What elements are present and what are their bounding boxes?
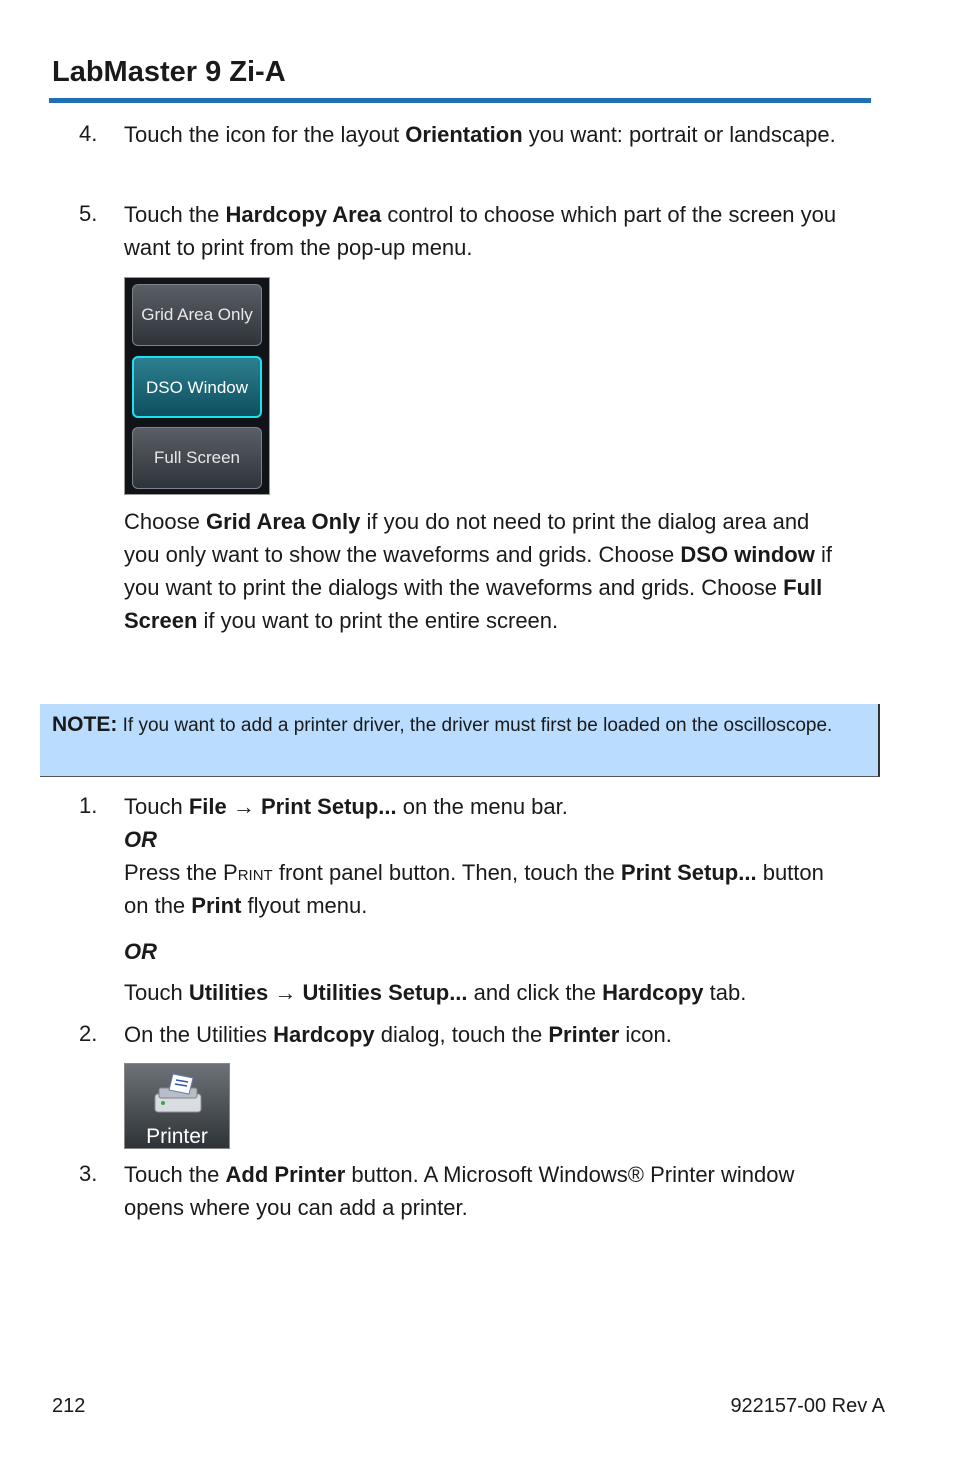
step-number: 3. — [79, 1161, 98, 1186]
step-text: icon. — [619, 1022, 672, 1047]
step-number: 1. — [79, 793, 98, 818]
printer-button[interactable] — [124, 1063, 230, 1149]
full-screen-button[interactable]: Full Screen — [132, 427, 262, 489]
step-text: Touch the — [124, 202, 226, 227]
para-text: button on the — [124, 860, 824, 918]
or-label — [124, 823, 884, 856]
step-1-text — [124, 790, 884, 823]
step-bold: Orientation — [405, 122, 523, 147]
note-label: NOTE: — [52, 713, 118, 736]
para-text: front panel button. Then, touch the — [272, 860, 621, 885]
para-text: and click the — [467, 980, 603, 1005]
step-text: you want: portrait or landscape. — [522, 122, 836, 147]
para-bold: Hardcopy — [602, 980, 704, 1005]
or-label — [124, 935, 884, 968]
step-text: On the Utilities — [124, 1022, 274, 1047]
step-bold: Printer — [548, 1022, 620, 1047]
step-2-text — [124, 1018, 884, 1051]
para-text: Press the — [124, 860, 224, 885]
step-text: control to choose which part of the screen you want to print from the pop-up menu. — [124, 202, 837, 260]
press-paragraph — [124, 856, 844, 922]
print-button-name: Print — [223, 860, 273, 885]
step-bold: Add Printer — [225, 1162, 346, 1187]
printer-icon-label: Printer — [146, 1125, 208, 1148]
step-4-text — [124, 118, 884, 151]
para-text: if you want to print the dialogs with the waveforms and grids. Choose — [124, 542, 832, 600]
para-text: if you do not need to print the dialog area and you only want to show the waveforms and grids. Choose — [124, 509, 810, 567]
or-text: OR — [124, 939, 157, 964]
note-box — [40, 704, 880, 777]
step-5-text — [124, 198, 884, 264]
utilities-paragraph — [124, 976, 884, 1009]
header-rule — [49, 98, 871, 103]
step-number: 2. — [79, 1021, 98, 1046]
para-bold: Utilities → Utilities Setup... — [188, 980, 468, 1005]
para-bold: Print Setup... — [620, 860, 757, 885]
para-bold: Print — [191, 893, 242, 918]
para-text: tab. — [703, 980, 747, 1005]
choose-paragraph — [124, 505, 844, 637]
printer-icon — [149, 1072, 207, 1116]
page-header-title: LabMaster 9 Zi-A — [52, 56, 286, 88]
step-bold: Hardcopy — [273, 1022, 375, 1047]
step-text: dialog, touch the — [374, 1022, 549, 1047]
step-number: 4. — [79, 121, 98, 146]
para-bold: Full Screen — [124, 575, 823, 633]
note-text: If you want to add a printer driver, the driver must first be loaded on the oscilloscope. — [117, 715, 833, 736]
step-text: button. A Microsoft Windows® Printer window opens where you can add a printer. — [124, 1162, 795, 1220]
document-number: 922157-00 Rev A — [730, 1395, 885, 1417]
step-text: Touch — [124, 794, 189, 819]
hardcopy-area-menu — [124, 277, 270, 495]
or-text: OR — [124, 827, 157, 852]
dso-window-button[interactable]: DSO Window — [132, 356, 262, 418]
step-bold: Hardcopy Area — [225, 202, 382, 227]
para-text: if you want to print the entire screen. — [197, 608, 559, 633]
step-3-text — [124, 1158, 824, 1224]
step-text: Touch the icon for the layout — [124, 122, 406, 147]
para-bold: Grid Area Only — [205, 509, 361, 534]
page-number: 212 — [52, 1395, 86, 1417]
para-text: Touch — [124, 980, 189, 1005]
step-text: Touch the — [124, 1162, 226, 1187]
step-number: 5. — [79, 201, 98, 226]
step-text: on the menu bar. — [396, 794, 568, 819]
para-text: flyout menu. — [241, 893, 368, 918]
grid-area-only-button[interactable]: Grid Area Only — [132, 284, 262, 346]
para-bold: DSO window — [680, 542, 815, 567]
step-bold: File → Print Setup... — [188, 794, 397, 819]
para-text: Choose — [124, 509, 206, 534]
